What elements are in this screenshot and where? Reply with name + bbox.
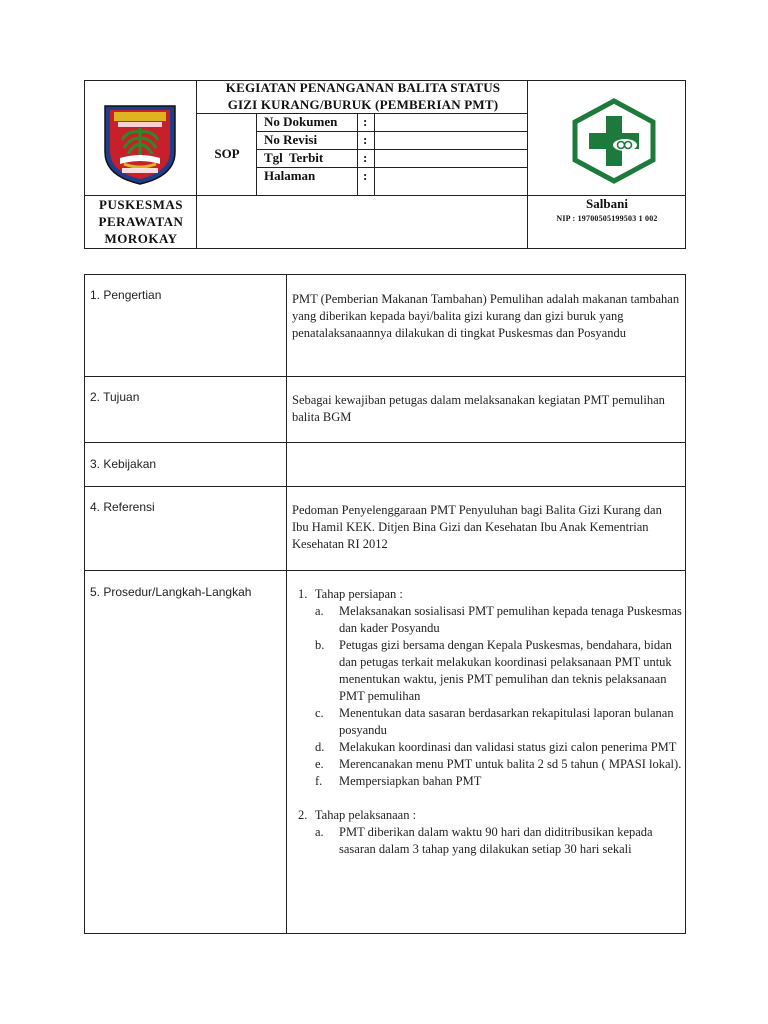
title-divider: [196, 113, 527, 114]
content-row-divider-3: [84, 486, 686, 487]
field-label-tgl-terbit: Tgl Terbit: [264, 150, 324, 165]
field-colon: :: [363, 150, 368, 165]
signer-nip: NIP : 19700505199503 1 002: [556, 214, 658, 223]
list-item: f. Mempersiapkan bahan PMT: [315, 774, 482, 788]
title-line-2: GIZI KURANG/BURUK (PEMBERIAN PMT): [227, 97, 499, 112]
phase-heading: 2. Tahap pelaksanaan :: [298, 808, 417, 822]
section-title-referensi: 4. Referensi: [90, 500, 155, 514]
list-item: c. Menentukan data sasaran berdasarkan rekapitulasi laporan bulanan posyandu: [315, 706, 674, 737]
sop-label: SOP: [214, 146, 240, 161]
puskesmas-logo-icon: [570, 98, 658, 184]
document-title: [198, 79, 528, 113]
phase-heading: 1. Tahap persiapan :: [298, 587, 403, 601]
colon-col-divider: [374, 113, 375, 195]
section-title-pengertian: 1. Pengertian: [90, 288, 162, 302]
list-item: a. PMT diberikan dalam waktu 90 hari dan diditribusikan kepada sasaran dalam 3 tahap yang dilakukan setiap 30 hari sekali: [315, 825, 653, 856]
list-item: b. Petugas gizi bersama dengan Kepala Puskesmas, bendahara, bidan dan petugas terkait melakukan koordinasi pelaksanaan PMT untuk menentukan waktu, jenis PMT pemulihan dan teknis pelaksanaan PMT pemulihan: [315, 638, 672, 703]
section-body-referensi: Pedoman Penyelenggaraan PMT Penyuluhan bagi Balita Gizi Kurang dan Ibu Hamil KEK. Ditjen Bina Gizi dan Kesehatan Ibu Anak Kementrian Kesehatan RI 2012: [292, 503, 662, 551]
label-col-divider: [357, 113, 358, 195]
content-col-divider: [286, 274, 287, 934]
list-item: d. Melakukan koordinasi dan validasi status gizi calon penerima PMT: [315, 740, 677, 754]
field-colon: :: [363, 168, 368, 183]
title-line-1: KEGIATAN PENANGANAN BALITA STATUS: [225, 80, 501, 95]
field-label-halaman: Halaman: [264, 168, 316, 183]
content-row-divider-4: [84, 570, 686, 571]
section-body-tujuan: Sebagai kewajiban petugas dalam melaksanakan kegiatan PMT pemulihan balita BGM: [292, 393, 665, 424]
field-label-no-dokumen: No Dokumen: [264, 114, 338, 129]
field-colon: :: [363, 132, 368, 147]
header-divider-left: [196, 80, 197, 249]
phase-steps: [292, 824, 684, 858]
sop-col-divider: [256, 113, 257, 195]
content-row-divider-2: [84, 442, 686, 443]
list-item: a. Melaksanakan sosialisasi PMT pemulihan kepada tenaga Puskesmas dan kader Posyandu: [315, 604, 682, 635]
regency-emblem-icon: [102, 102, 178, 186]
procedure-list: [292, 586, 684, 858]
field-label-no-revisi: No Revisi: [264, 132, 318, 147]
section-title-tujuan: 2. Tujuan: [90, 390, 140, 404]
content-row-divider-1: [84, 376, 686, 377]
phase-steps: [292, 603, 684, 790]
signer-block: [528, 196, 686, 223]
section-title-prosedur: 5. Prosedur/Langkah-Langkah: [90, 585, 252, 599]
organization-name: PUSKESMAS PERAWATAN MOROKAY: [98, 197, 184, 246]
section-body-pengertian: PMT (Pemberian Makanan Tambahan) Pemulihan adalah makanan tambahan yang diberikan kepada bayi/balita gizi kurang dan gizi buruk yang penatalaksanaannya dilakukan di tingkat Puskesmas dan Posyandu: [292, 292, 680, 340]
section-title-kebijakan: 3. Kebijakan: [90, 457, 157, 471]
list-item: e. Merencanakan menu PMT untuk balita 2 sd 5 tahun ( MPASI lokal).: [315, 757, 682, 771]
field-colon: :: [363, 114, 368, 129]
signer-name: Salbani: [586, 196, 628, 211]
